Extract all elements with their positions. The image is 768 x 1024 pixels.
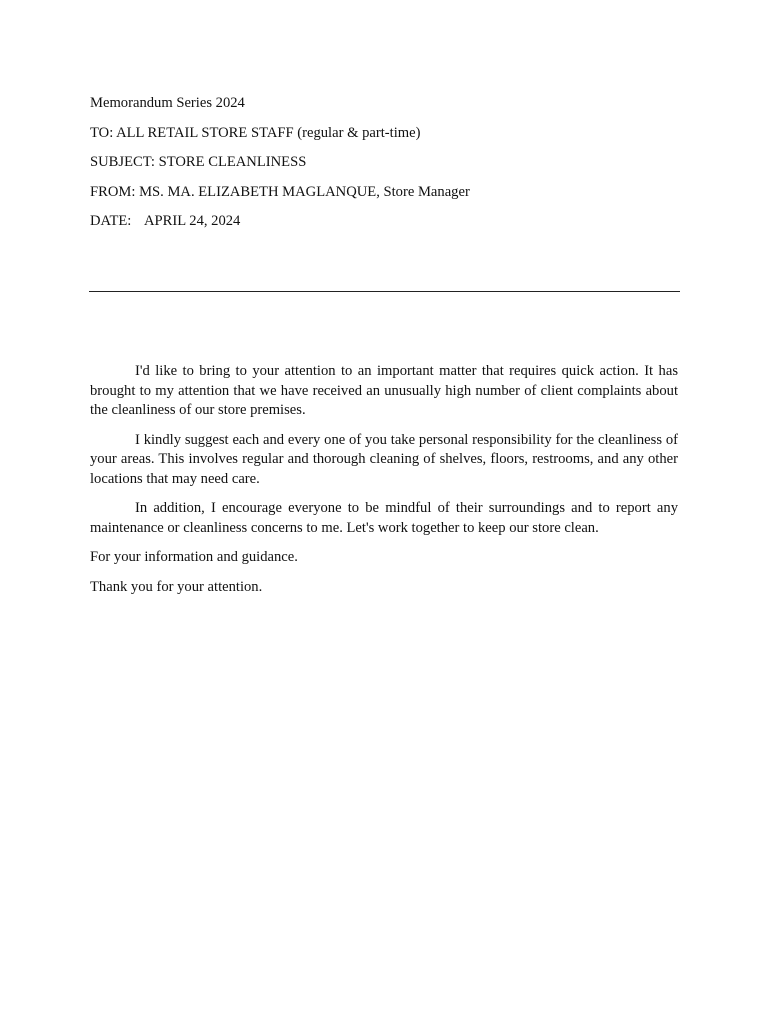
body-paragraph-1: I'd like to bring to your attention to an important matter that requires quick action. It has brought to my attention that we have received an unusually high number of client complaints about the cleanliness of our store premises. (90, 363, 678, 418)
body-paragraph-2: I kindly suggest each and every one of you take personal responsibility for the cleanliness of your areas. This involves regular and thorough cleaning of shelves, floors, restrooms, and any other locations that may need care. (90, 431, 678, 487)
memo-body (90, 362, 678, 607)
header-divider (89, 291, 680, 292)
memo-series: Memorandum Series 2024 (90, 95, 245, 111)
memo-date-value: APRIL 24, 2024 (144, 213, 241, 229)
memo-subject: SUBJECT: STORE CLEANLINESS (90, 154, 307, 170)
memo-to: TO: ALL RETAIL STORE STAFF (regular & part-time) (90, 124, 421, 141)
memo-date-label: DATE: (90, 213, 132, 229)
closing-thanks: Thank you for your attention. (90, 578, 263, 595)
memo-date (90, 211, 680, 241)
closing-guidance: For your information and guidance. (90, 549, 298, 565)
memo-from: FROM: MS. MA. ELIZABETH MAGLANQUE, Store Manager (90, 183, 470, 200)
body-paragraph-3: In addition, I encourage everyone to be mindful of their surroundings and to report any maintenance or cleanliness concerns to me. Let's work together to keep our store clean. (90, 500, 678, 536)
memo-header (90, 93, 680, 241)
